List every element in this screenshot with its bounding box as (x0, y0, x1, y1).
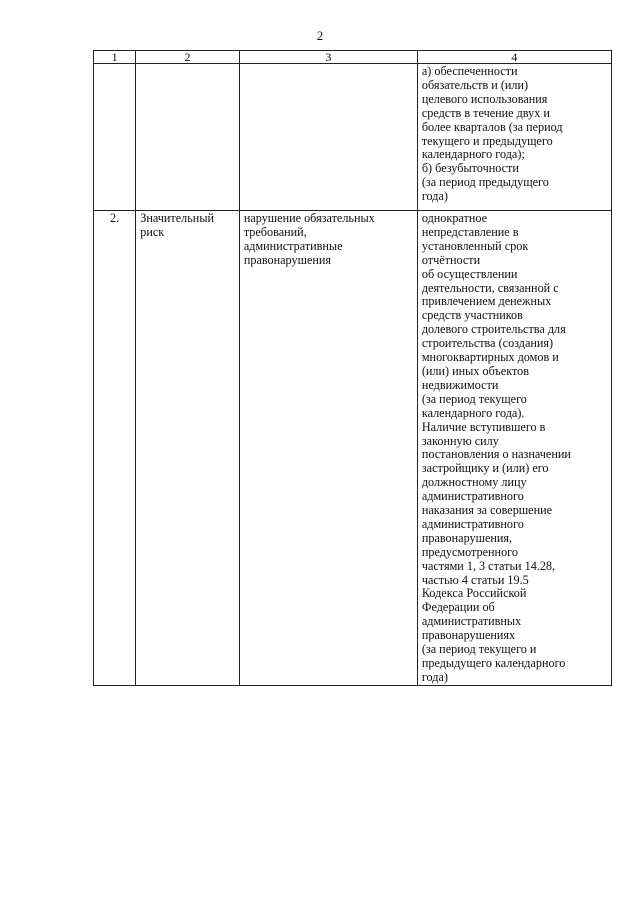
page-number: 2 (316, 28, 324, 43)
table-row (94, 211, 612, 686)
row-number-cell: 2. (94, 211, 136, 686)
header-cell-3: 3 (239, 51, 417, 64)
header-cell-2: 2 (136, 51, 240, 64)
header-cell-4: 4 (417, 51, 611, 64)
indicators-cell: однократное непредставление в установленный срок отчётности об осуществлении деятельности, связанной с привлечением денежных средств участников долевого строительства для строительства (создания) многоквартирных домов и (или) иных объектов недвижимости (за период текущего календарного года). Наличие вступившего в законную силу постановления о назначении застройщику и (или) его должностному лицу административного наказания за совершение административного правонарушения, предусмотренного частями 1, 3 статьи 14.28, частью 4 статьи 19.5 Кодекса Российской Федерации об административных правонарушениях (за период текущего и предыдущего календарного года) (417, 211, 611, 686)
row-number-cell (94, 64, 136, 211)
criteria-cell (239, 64, 417, 211)
risk-category-cell (136, 64, 240, 211)
criteria-cell: нарушение обязательных требований, административные правонарушения (239, 211, 417, 686)
table-row (94, 64, 612, 211)
header-cell-1: 1 (94, 51, 136, 64)
risk-category-cell: Значительный риск (136, 211, 240, 686)
table-header-row (94, 51, 612, 64)
risk-criteria-table (93, 50, 612, 686)
indicators-cell: а) обеспеченности обязательств и (или) целевого использования средств в течение двух и более кварталов (за период текущего и предыдущего календарного года); б) безубыточности (за период предыдущего года) (417, 64, 611, 211)
